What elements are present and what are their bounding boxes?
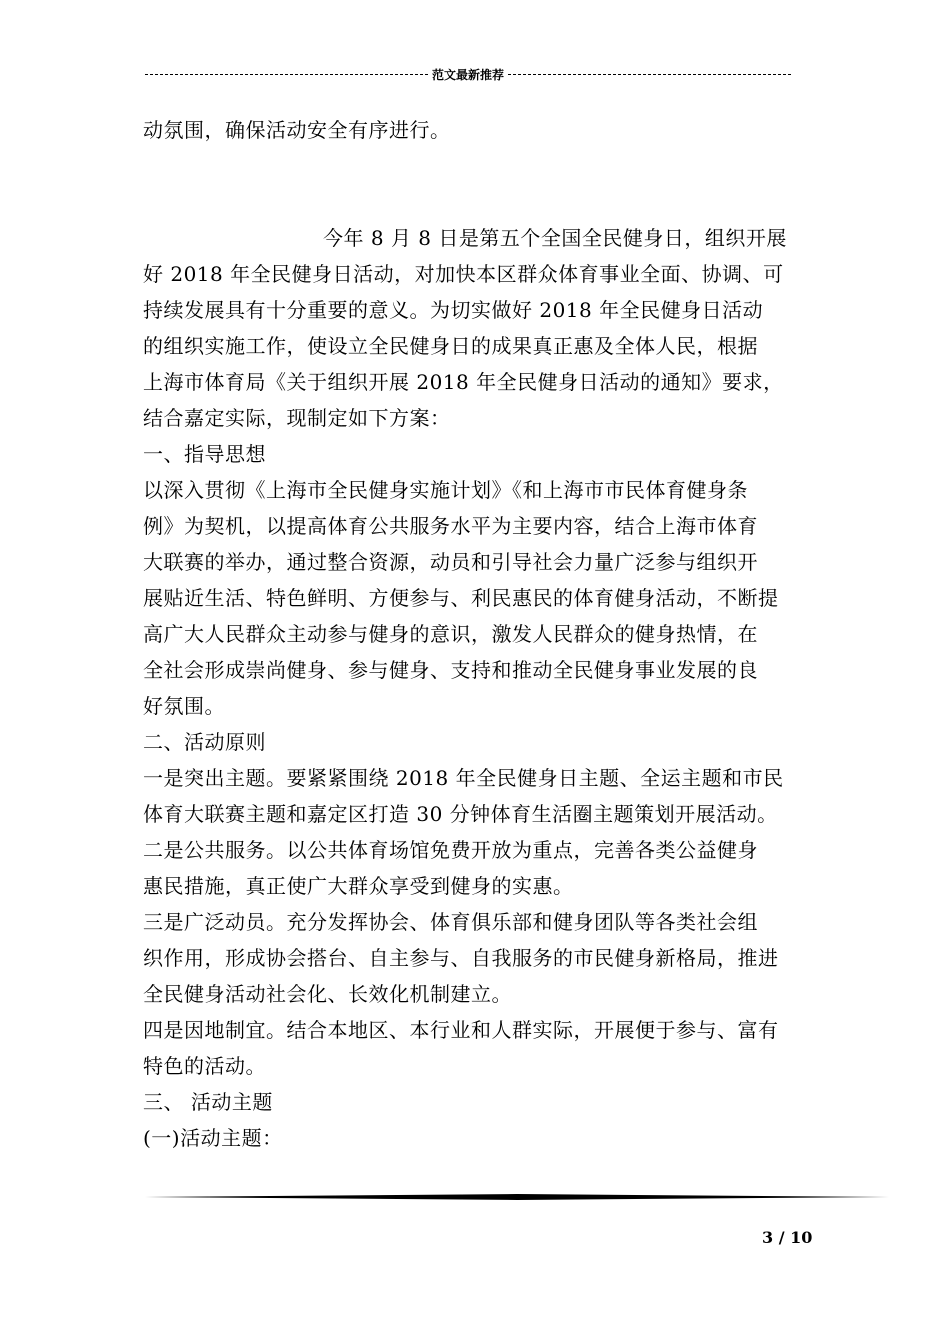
text-line: 三是广泛动员。充分发挥协会、体育俱乐部和健身团队等各类社会组	[143, 910, 758, 934]
text-line: 惠民措施，真正使广大群众享受到健身的实惠。	[143, 874, 574, 898]
section-heading: 一、指导思想	[143, 442, 266, 466]
header-title: 范文最新推荐	[432, 67, 505, 82]
text-line: 全社会形成崇尚健身、参与健身、支持和推动全民健身事业发展的良	[143, 658, 758, 682]
page-number: 3 / 10	[762, 1228, 813, 1247]
text-line: 一是突出主题。要紧紧围绕 2018 年全民健身日主题、全运主题和市民	[143, 766, 784, 790]
footer-rule-graphic	[145, 1194, 889, 1200]
text-line: 好氛围。	[143, 694, 225, 718]
text-line: 体育大联赛主题和嘉定区打造 30 分钟体育生活圈主题策划开展活动。	[143, 802, 778, 826]
text-line: 特色的活动。	[143, 1054, 266, 1078]
text-line: 展贴近生活、特色鲜明、方便参与、利民惠民的体育健身活动，不断提	[143, 586, 779, 610]
text-line: 好 2018 年全民健身日活动，对加快本区群众体育事业全面、协调、可	[143, 262, 784, 286]
section-heading: 二、活动原则	[143, 730, 266, 754]
header-dash-right	[508, 74, 791, 75]
text-line: 动氛围，确保活动安全有序进行。	[143, 118, 451, 142]
header-dash-left	[145, 74, 428, 75]
document-body	[143, 112, 813, 1156]
text-line: 上海市体育局《关于组织开展 2018 年全民健身日活动的通知》要求，	[143, 370, 784, 394]
text-line: 织作用，形成协会搭台、自主参与、自我服务的市民健身新格局，推进	[143, 946, 779, 970]
text-line: 结合嘉定实际，现制定如下方案：	[143, 406, 451, 430]
section-heading: 三、 活动主题	[143, 1090, 273, 1114]
text-line: 大联赛的举办，通过整合资源，动员和引导社会力量广泛参与组织开	[143, 550, 758, 574]
paragraph-gap	[143, 148, 813, 220]
text-line: 的组织实施工作，使设立全民健身日的成果真正惠及全体人民，根据	[143, 334, 758, 358]
text-line: 以深入贯彻《上海市全民健身实施计划》《和上海市市民体育健身条	[143, 478, 748, 502]
text-line: 持续发展具有十分重要的意义。为切实做好 2018 年全民健身日活动	[143, 298, 764, 322]
text-line: 今年 8 月 8 日是第五个全国全民健身日，组织开展	[323, 226, 787, 250]
text-line: 高广大人民群众主动参与健身的意识，激发人民群众的健身热情，在	[143, 622, 758, 646]
footer-rule	[145, 1194, 889, 1200]
page-header	[145, 64, 791, 84]
text-line: 四是因地制宜。结合本地区、本行业和人群实际，开展便于参与、富有	[143, 1018, 779, 1042]
subsection-heading: (一)活动主题：	[143, 1126, 283, 1150]
text-line: 二是公共服务。以公共体育场馆免费开放为重点，完善各类公益健身	[143, 838, 758, 862]
text-line: 例》为契机，以提高体育公共服务水平为主要内容，结合上海市体育	[143, 514, 758, 538]
text-line: 全民健身活动社会化、长效化机制建立。	[143, 982, 512, 1006]
